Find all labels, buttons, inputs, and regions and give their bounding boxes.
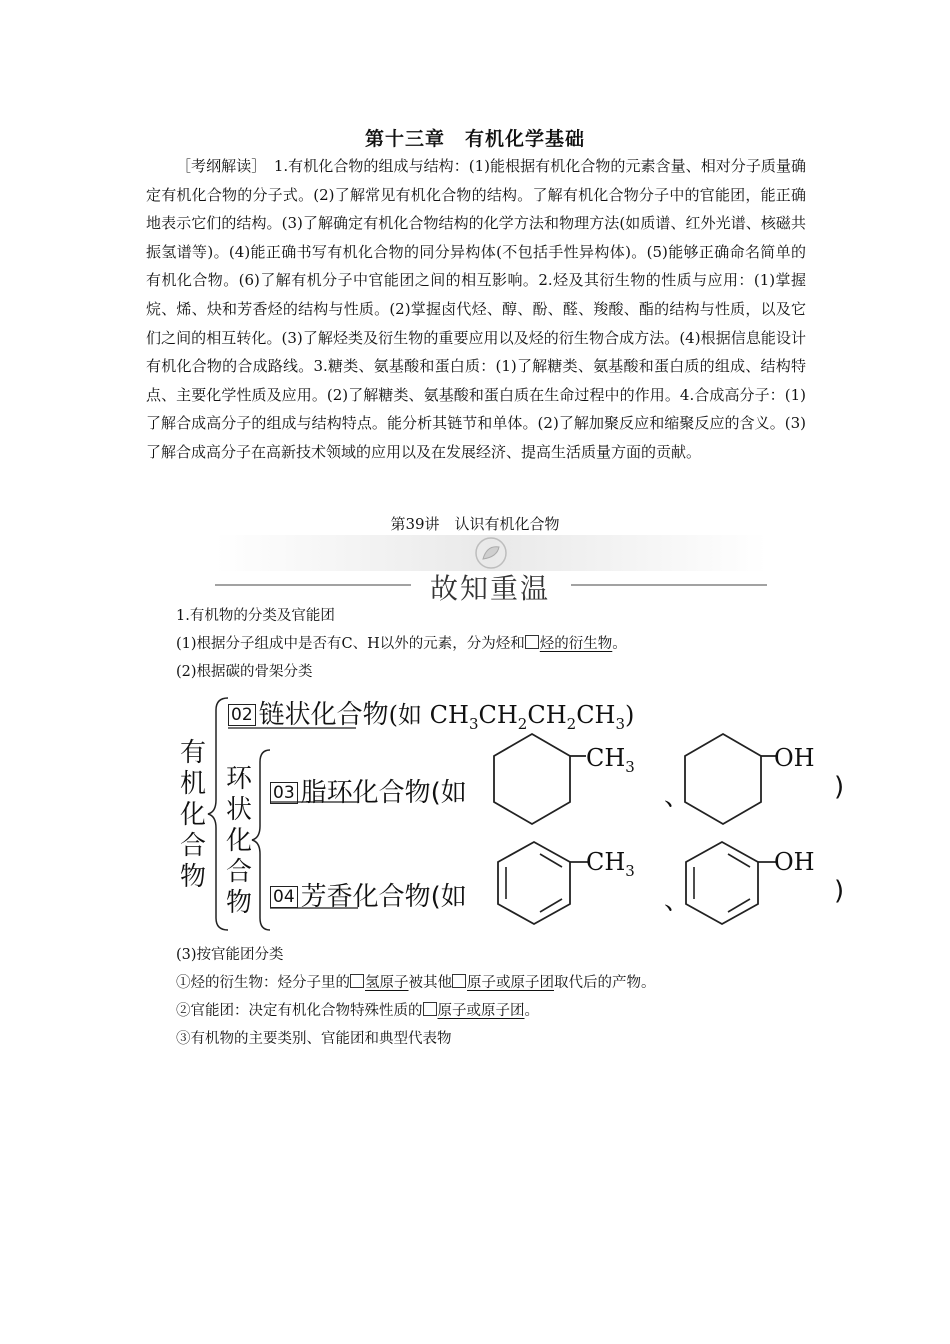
formula-part: CH bbox=[576, 701, 616, 729]
line1-text: (1)根据分子组成中是否有C、H以外的元素，分为烃和 bbox=[176, 636, 525, 652]
ring-char: 环 bbox=[225, 764, 252, 794]
cyclohexane-ring bbox=[494, 734, 570, 824]
aromatic-compound-row bbox=[270, 876, 467, 913]
root-char: 有 bbox=[179, 738, 206, 768]
group-text: CH bbox=[586, 744, 626, 772]
answer-atom-or-group: 原子或原子团 bbox=[467, 975, 554, 991]
closing-paren: ) bbox=[834, 772, 845, 802]
chain-formula bbox=[388, 701, 635, 733]
syllabus-paragraph: ［考纲解读］ 1.有机化合物的组成与结构：(1)能根据有机化合物的元素含量、相对分子质量确定有机化合物的分子式。(2)了解常见有机化合物的结构。了解有机化合物分子中的官能团，能正确地表示它们的结构。(3)了解确定有机化合物结构的化学方法和物理方法(如质谱、红外光谱、核磁共振氢谱等)。(4)能正确书写有机化合物的同分异构体(不包括手性异构体)。(5)能够正确命名简单的有机化合物。(6)了解有机分子中官能团之间的相互影响。2.烃及其衍生物的性质与应用：(1)掌握烷、烯、炔和芳香烃的结构与性质。(2)掌握卤代烃、醇、酚、醛、羧酸、酯的结构与性质，以及它们之间的相互转化。(3)了解烃类及衍生物的重要应用以及烃的衍生物合成方法。(4)根据信息能设计有机化合物的合成路线。3.糖类、氨基酸和蛋白质：(1)了解糖类、氨基酸和蛋白质的组成、结构特点、主要化学性质及应用。(2)了解糖类、氨基酸和蛋白质在生命过程中的作用。4.合成高分子：(1)了解合成高分子的组成与结构特点。能分析其链节和单体。(2)了解加聚反应和缩聚反应的含义。(3)了解合成高分子在高新技术领域的应用以及在发展经济、提高生活质量方面的贡献。 bbox=[146, 157, 806, 461]
ring-char: 状 bbox=[225, 795, 252, 825]
formula-part: CH bbox=[478, 701, 518, 729]
chain-compound-row bbox=[228, 694, 634, 733]
answer-blank bbox=[350, 974, 364, 988]
text-part: 。 bbox=[524, 1003, 539, 1019]
answer-blank bbox=[525, 635, 539, 649]
formula-sub: 3 bbox=[615, 714, 626, 733]
benzene-ring bbox=[498, 842, 570, 924]
derivative-definition bbox=[176, 973, 656, 993]
section-heading: 1.有机物的分类及官能团 bbox=[176, 608, 335, 624]
banner-title: 故知重温 bbox=[429, 572, 550, 605]
chain-compound-label: 链状化合物 bbox=[258, 700, 389, 730]
formula-sub: 2 bbox=[517, 714, 528, 733]
ring-char: 物 bbox=[225, 888, 252, 918]
ring-char: 合 bbox=[225, 857, 252, 887]
functional-group-heading: (3)按官能团分类 bbox=[176, 947, 284, 963]
functional-group-definition bbox=[176, 1001, 539, 1021]
answer-derivative: 烃的衍生物 bbox=[539, 636, 613, 652]
answer-blank bbox=[423, 1002, 437, 1016]
closing-paren: ) bbox=[834, 876, 845, 906]
root-char: 合 bbox=[179, 831, 206, 861]
main-categories-line: ③有机物的主要类别、官能团和典型代表物 bbox=[176, 1031, 452, 1047]
root-char: 物 bbox=[179, 862, 206, 892]
classification-line-2: (2)根据碳的骨架分类 bbox=[176, 664, 313, 680]
answer-blank bbox=[452, 974, 466, 988]
benzene-ring bbox=[686, 842, 758, 924]
methyl-group bbox=[586, 744, 635, 776]
alicyclic-compound-label: 脂环化合物 bbox=[300, 778, 431, 808]
methyl-group bbox=[586, 848, 635, 880]
example-prefix: (如 bbox=[430, 778, 467, 808]
cyclohexane-ring bbox=[685, 734, 761, 824]
answer-number-box: 02 bbox=[228, 704, 256, 726]
aromatic-compound-label: 芳香化合物 bbox=[300, 882, 431, 912]
root-char: 机 bbox=[179, 769, 206, 799]
text-part: 被其他 bbox=[408, 975, 452, 991]
text-part: 取代后的产物。 bbox=[554, 975, 656, 991]
line1-end: 。 bbox=[612, 636, 627, 652]
answer-number-box: 03 bbox=[270, 782, 298, 804]
group-sub: 3 bbox=[625, 861, 635, 880]
answer-number-box: 04 bbox=[270, 886, 298, 908]
formula-sub: 3 bbox=[468, 714, 479, 733]
answer-hydrogen-atom: 氢原子 bbox=[365, 975, 409, 991]
ring-label bbox=[224, 764, 254, 919]
separator: 、 bbox=[664, 782, 691, 812]
formula-sub: 2 bbox=[566, 714, 577, 733]
group-sub: 3 bbox=[625, 757, 635, 776]
answer-atom-or-group: 原子或原子团 bbox=[437, 1003, 525, 1019]
ring-char: 化 bbox=[225, 826, 252, 856]
hydroxyl-group: OH bbox=[774, 744, 815, 772]
chapter-title: 第十三章 有机化学基础 bbox=[364, 128, 585, 150]
classification-line-1 bbox=[176, 634, 627, 654]
root-char: 化 bbox=[179, 800, 206, 830]
lecture-title: 第39讲 认识有机化合物 bbox=[390, 515, 560, 533]
text-part: ②官能团：决定有机化合物特殊性质的 bbox=[176, 1003, 423, 1019]
separator: 、 bbox=[664, 886, 691, 916]
carbon-skeleton-diagram bbox=[170, 690, 850, 940]
formula-part: ) bbox=[625, 701, 635, 729]
alicyclic-compound-row bbox=[270, 772, 467, 809]
group-text: CH bbox=[586, 848, 626, 876]
text-part: ①烃的衍生物：烃分子里的 bbox=[176, 975, 350, 991]
hydroxyl-group: OH bbox=[774, 848, 815, 876]
formula-part: (如 CH bbox=[388, 701, 469, 729]
example-prefix: (如 bbox=[430, 882, 467, 912]
formula-part: CH bbox=[527, 701, 567, 729]
